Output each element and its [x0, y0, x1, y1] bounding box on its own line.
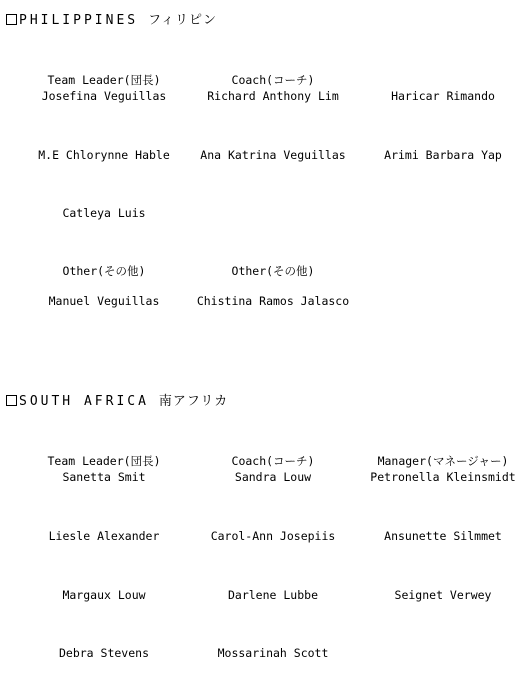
member-name: Margaux Louw — [62, 588, 146, 602]
player-entry — [187, 528, 359, 544]
role-label: Other(その他) — [62, 264, 146, 278]
country-name-en: SOUTH AFRICA — [19, 394, 149, 409]
team-leader-entry — [18, 72, 190, 104]
player-entry — [18, 205, 190, 221]
player-entry — [18, 147, 190, 163]
team-leader-entry — [18, 453, 190, 485]
role-label: Team Leader(団長) — [47, 73, 161, 87]
member-name: Catleya Luis — [62, 206, 146, 220]
player-entry — [187, 147, 359, 163]
member-name: Mossarinah Scott — [217, 646, 329, 660]
country-name-jp: フィリピン — [148, 13, 218, 28]
member-name: Carol-Ann Josepiis — [210, 529, 336, 543]
checkbox-square-icon — [6, 395, 17, 406]
player-entry — [18, 528, 190, 544]
member-name: Debra Stevens — [58, 646, 149, 660]
player-entry — [357, 147, 528, 163]
member-name: Josefina Veguillas — [41, 89, 167, 103]
player-entry — [187, 645, 359, 661]
player-entry — [357, 88, 528, 104]
other-name-entry — [18, 293, 190, 309]
checkbox-square-icon — [6, 14, 17, 25]
member-name: Arimi Barbara Yap — [384, 148, 502, 162]
member-name: Chistina Ramos Jalasco — [196, 294, 350, 308]
member-name: Liesle Alexander — [48, 529, 160, 543]
role-label: Coach(コーチ) — [231, 454, 315, 468]
other-entry — [187, 263, 359, 279]
country-name-jp: 南アフリカ — [158, 394, 229, 409]
role-label: Manager(マネージャー) — [377, 454, 509, 468]
member-name: Seignet Verwey — [394, 588, 492, 602]
member-name: Ana Katrina Veguillas — [200, 148, 346, 162]
role-label: Other(その他) — [231, 264, 315, 278]
player-entry — [187, 587, 359, 603]
member-name: Darlene Lubbe — [227, 588, 318, 602]
coach-entry — [187, 453, 359, 485]
member-name: Sandra Louw — [234, 470, 312, 484]
coach-entry — [187, 72, 359, 104]
country-heading-south-africa — [6, 394, 228, 410]
role-label: Coach(コーチ) — [231, 73, 315, 87]
player-entry — [18, 645, 190, 661]
player-entry — [18, 587, 190, 603]
country-name-en: PHILIPPINES — [19, 13, 139, 28]
member-name: Sanetta Smit — [62, 470, 146, 484]
country-heading-philippines — [6, 13, 217, 29]
player-entry — [357, 528, 528, 544]
manager-entry — [357, 453, 528, 485]
other-name-entry — [187, 293, 359, 309]
member-name: Ansunette Silmmet — [384, 529, 502, 543]
member-name: Manuel Veguillas — [48, 294, 160, 308]
member-name: M.E Chlorynne Hable — [38, 148, 170, 162]
member-name: Petronella Kleinsmidt — [370, 470, 516, 484]
player-entry — [357, 587, 528, 603]
role-label: Team Leader(団長) — [47, 454, 161, 468]
other-entry — [18, 263, 190, 279]
member-name: Haricar Rimando — [391, 89, 495, 103]
member-name: Richard Anthony Lim — [207, 89, 339, 103]
